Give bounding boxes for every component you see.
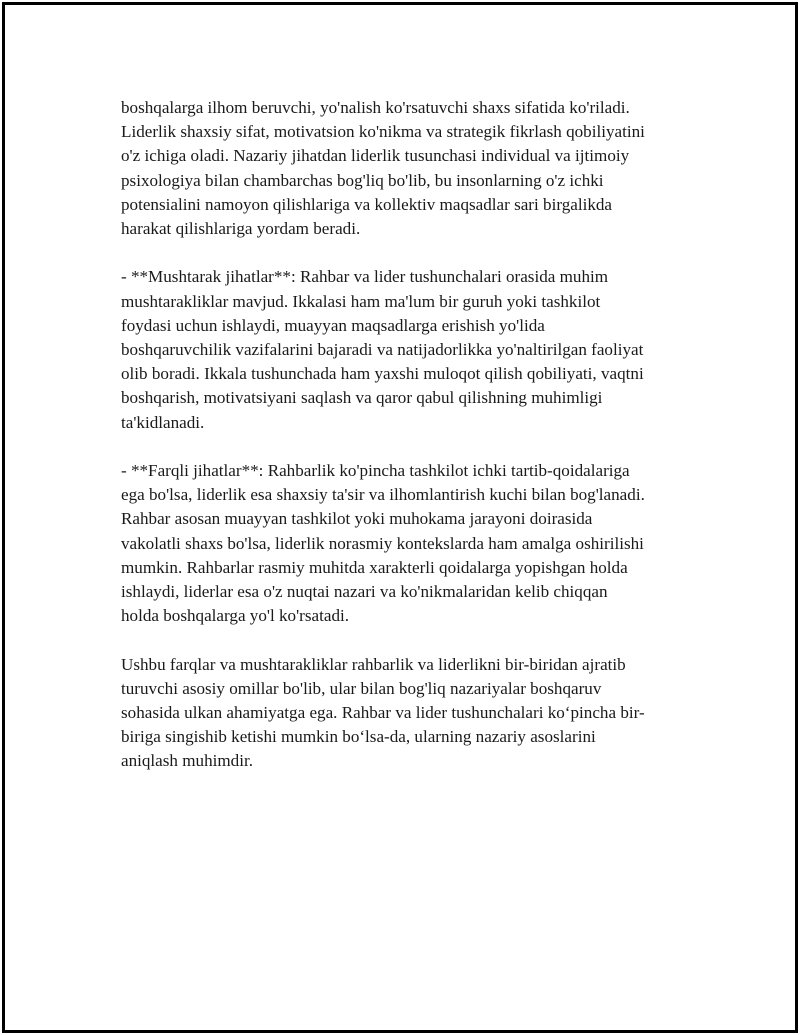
text-line: potensialini namoyon qilishlariga va kollektiv maqsadlar sari birgalikda — [121, 194, 613, 214]
text-line: biriga singishib ketishi mumkin bo‘lsa-da, ularning nazariy asoslarini — [121, 727, 596, 747]
text-line: harakat qilishlariga yordam beradi. — [121, 219, 361, 239]
text-line: foydasi uchun ishlaydi, muayyan maqsadlarga erishish yo'lida — [121, 315, 545, 335]
text-line: sohasida ulkan ahamiyatga ega. Rahbar va lider tushunchalari ko‘pincha bir- — [121, 703, 645, 723]
text-line: mushtarakliklar mavjud. Ikkalasi ham ma'lum bir guruh yoki tashkilot — [121, 291, 601, 311]
text-line: holda boshqalarga yo'l ko'rsatadi. — [121, 606, 350, 626]
text-line: - **Mushtarak jihatlar**: Rahbar va lider tushunchalari orasida muhim — [121, 267, 609, 287]
text-line: o'z ichiga oladi. Nazariy jihatdan liderlik tusunchasi individual va ijtimoiy — [121, 146, 630, 166]
text-line: mumkin. Rahbarlar rasmiy muhitda xarakterli qoidalarga yopishgan holda — [121, 557, 628, 577]
text-line: Rahbar asosan muayyan tashkilot yoki muhokama jarayoni doirasida — [121, 509, 593, 529]
text-line: turuvchi asosiy omillar bo'lib, ular bilan bog'liq nazariyalar boshqaruv — [121, 678, 602, 698]
text-line: olib boradi. Ikkala tushunchada ham yaxshi muloqot qilish qobiliyati, vaqtni — [121, 364, 644, 384]
text-line: ta'kidlanadi. — [121, 412, 205, 432]
text-line: psixologiya bilan chambarchas bog'liq bo'lib, bu insonlarning o'z ichki — [121, 170, 604, 190]
text-line: boshqalarga ilhom beruvchi, yo'nalish ko'rsatuvchi shaxs sifatida ko'riladi. — [121, 98, 630, 117]
text-line: - **Farqli jihatlar**: Rahbarlik ko'pincha tashkilot ichki tartib-qoidalariga — [121, 461, 630, 481]
text-line: boshqarish, motivatsiyani saqlash va qaror qabul qilishning muhimligi — [121, 388, 603, 408]
text-line: ega bo'lsa, liderlik esa shaxsiy ta'sir va ilhomlantirish kuchi bilan bog'lanadi. — [121, 485, 645, 505]
paragraph-common-aspects — [121, 265, 691, 434]
text-line: aniqlash muhimdir. — [121, 751, 253, 771]
paragraph-differences — [121, 459, 691, 628]
text-line: Ushbu farqlar va mushtarakliklar rahbarlik va liderlikni bir-biridan ajratib — [121, 654, 626, 674]
document-page — [2, 2, 798, 1033]
document-body — [121, 96, 691, 798]
text-line: ishlaydi, liderlar esa o'z nuqtai nazari va ko'nikmalaridan kelib chiqqan — [121, 582, 608, 602]
text-line: boshqaruvchilik vazifalarini bajaradi va natijadorlikka yo'naltirilgan faoliyat — [121, 340, 644, 360]
paragraph-intro-continuation — [121, 96, 691, 241]
paragraph-conclusion — [121, 653, 691, 774]
text-line: Liderlik shaxsiy sifat, motivatsion ko'nikma va strategik fikrlash qobiliyatini — [121, 122, 645, 142]
text-line: vakolatli shaxs bo'lsa, liderlik norasmiy kontekslarda ham amalga oshirilishi — [121, 533, 644, 553]
